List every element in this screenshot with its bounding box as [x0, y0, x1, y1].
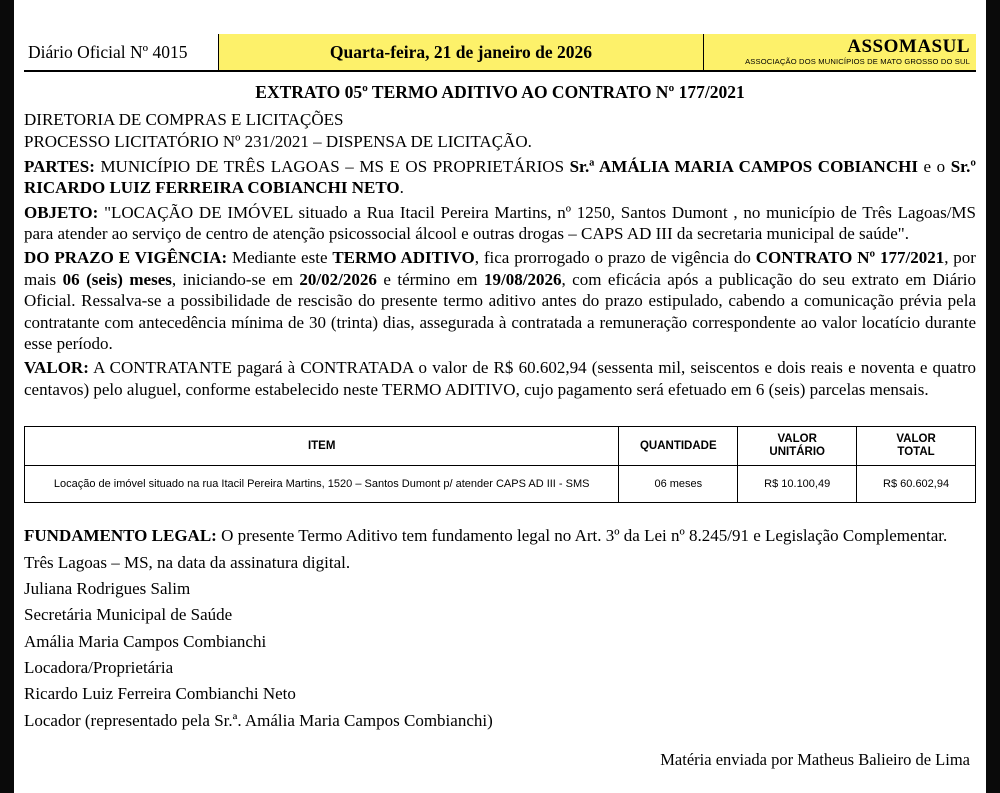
column-header-quantidade: QUANTIDADE [619, 427, 738, 466]
term-start-date: 20/02/2026 [299, 269, 377, 289]
parties-end: . [399, 178, 404, 198]
column-header-valor-unitario [738, 427, 857, 466]
page-title: EXTRATO 05º TERMO ADITIVO AO CONTRATO Nº 177/2021 [255, 82, 745, 102]
term-bold-3: 06 (seis) meses [62, 269, 172, 289]
term-text-4: , iniciando-se em [171, 269, 300, 289]
table-row [25, 466, 976, 503]
right-margin-band [986, 0, 1000, 793]
legal-label: FUNDAMENTO LEGAL: [24, 526, 217, 546]
parties-label: PARTES: [24, 156, 95, 176]
document-content [14, 0, 986, 793]
table-header-row [25, 427, 976, 466]
term-paragraph [24, 247, 976, 354]
term-bold-1: TERMO ADITIVO [332, 248, 475, 268]
signature-line-4: Locadora/Proprietária [24, 658, 174, 678]
cell-valor-total: R$ 60.602,94 [857, 466, 976, 503]
brand-name: ASSOMASUL [847, 36, 970, 58]
parties-name-2: Sr.º RICARDO LUIZ FERREIRA COBIANCHI NETO [24, 156, 976, 198]
column-header-item: ITEM [25, 427, 619, 466]
sent-by-line: Matéria enviada por Matheus Balieiro de Lima [660, 750, 970, 770]
items-table [24, 426, 976, 503]
left-margin-band [0, 0, 14, 793]
document-header [24, 34, 976, 72]
legal-text: O presente Termo Aditivo tem fundamento legal no Art. 3º da Lei nº 8.245/91 e Legislação Complementar. [216, 526, 948, 546]
valor-unitario-line2: UNITÁRIO [769, 446, 825, 459]
signature-line-1: Juliana Rodrigues Salim [24, 579, 191, 599]
valor-total-line1: VALOR [896, 433, 936, 446]
gazette-issue: Diário Oficial Nº 4015 [24, 34, 219, 70]
parties-text: MUNICÍPIO DE TRÊS LAGOAS – MS E OS PROPRIETÁRIOS [94, 156, 570, 176]
object-paragraph [24, 202, 976, 245]
term-bold-2: CONTRATO Nº 177/2021 [755, 248, 945, 268]
parties-mid: e o [917, 156, 951, 176]
signature-line-2: Secretária Municipal de Saúde [24, 605, 233, 625]
valor-total-line2: TOTAL [897, 446, 935, 459]
object-text: "LOCAÇÃO DE IMÓVEL situado a Rua Itacil Pereira Martins, nº 1250, Santos Dumont , no município de Três Lagoas/MS para atender ao serviço de centro de atenção psicossocial álcool e outras drogas – CAPS AD III da secretaria municipal de saúde". [24, 202, 976, 244]
term-end-date: 19/08/2026 [484, 269, 562, 289]
gazette-date: Quarta-feira, 21 de janeiro de 2026 [219, 34, 704, 70]
term-text-1: Mediante este [227, 248, 333, 268]
column-header-valor-total [857, 427, 976, 466]
items-table-wrapper [24, 426, 976, 503]
term-text-3: , por mais [24, 248, 976, 289]
process-line: PROCESSO LICITATÓRIO Nº 231/2021 – DISPENSA DE LICITAÇÃO. [24, 132, 532, 152]
place-date-line: Três Lagoas – MS, na data da assinatura digital. [24, 552, 351, 572]
brand-subtitle: ASSOCIAÇÃO DOS MUNICÍPIOS DE MATO GROSSO DO SUL [745, 57, 970, 67]
parties-paragraph [24, 156, 976, 199]
term-text-6: , com eficácia após a publicação do seu extrato em Diário Oficial. Ressalva-se a possibilidade de rescisão do presente termo aditivo antes do prazo estipulado, cabendo a comunicação prévia pela contratante com antecedência mínima de 30 (trinta) dias, assegurada à contratada a remuneração correspondente ao valor locatício durante esse período. [24, 269, 977, 354]
term-label: DO PRAZO E VIGÊNCIA: [24, 248, 228, 268]
signature-line-3: Amália Maria Campos Combianchi [24, 631, 267, 651]
legal-paragraph [24, 525, 976, 546]
parties-name-1: Sr.ª AMÁLIA MARIA CAMPOS COBIANCHI [569, 156, 918, 176]
value-label: VALOR: [24, 358, 89, 378]
object-label: OBJETO: [24, 202, 99, 222]
term-text-5: e término em [376, 269, 484, 289]
valor-unitario-line1: VALOR [777, 433, 817, 446]
department-line: DIRETORIA DE COMPRAS E LICITAÇÕES [24, 110, 344, 129]
legal-section [24, 525, 976, 770]
assomasul-logo [704, 34, 976, 70]
cell-valor-unitario: R$ 10.100,49 [738, 466, 857, 503]
signature-line-5: Ricardo Luiz Ferreira Combianchi Neto [24, 684, 296, 704]
value-paragraph [24, 357, 976, 400]
signature-line-6: Locador (representado pela Sr.ª. Amália Maria Campos Combianchi) [24, 710, 493, 730]
cell-item-description: Locação de imóvel situado na rua Itacil Pereira Martins, 1520 – Santos Dumont p/ atender CAPS AD III - SMS [25, 466, 619, 503]
cell-quantidade: 06 meses [619, 466, 738, 503]
value-text: A CONTRATANTE pagará à CONTRATADA o valor de R$ 60.602,94 (sessenta mil, seiscentos e dois reais e noventa e quatro centavos) pelo aluguel, conforme estabelecido neste TERMO ADITIVO, cujo pagamento será efetuado em 6 (seis) parcelas mensais. [24, 358, 976, 399]
term-text-2: , fica prorrogado o prazo de vigência do [474, 248, 756, 268]
